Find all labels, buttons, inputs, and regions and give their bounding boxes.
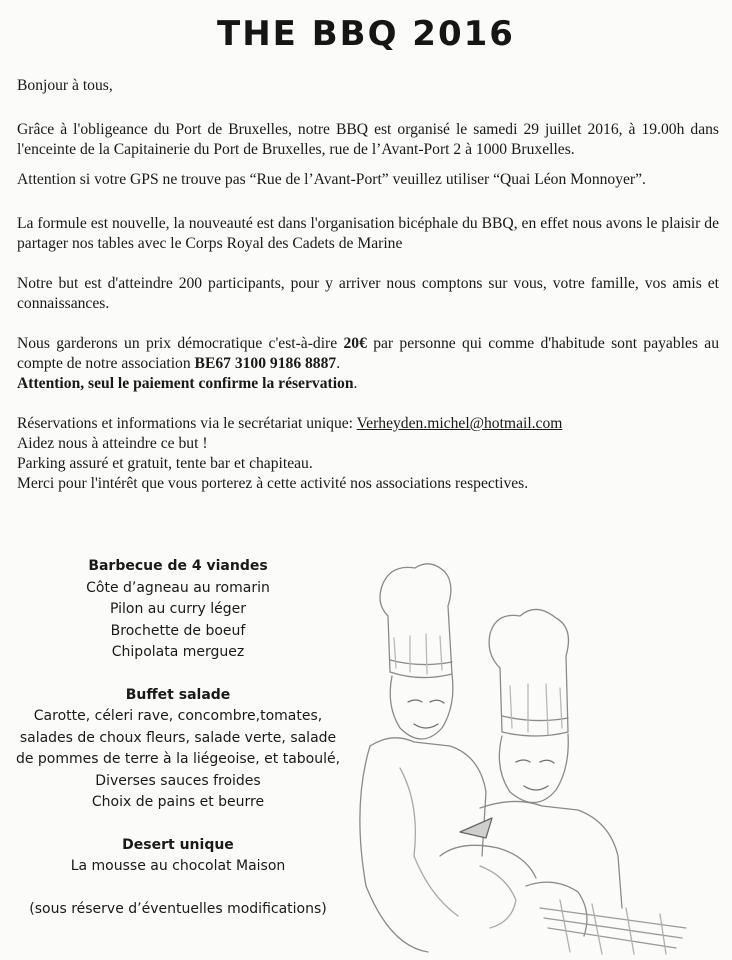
paragraph-formula: La formule est nouvelle, la nouveauté est dans l'organisation bicéphale du BBQ, en effet nous avons le plaisir de partager nos tables avec le Corps Royal des Cadets de Marine [17, 215, 719, 252]
menu-note: (sous réserve d’éventuelles modifications) [29, 900, 327, 917]
reservations-text: Réservations et informations via le secrétariat unique: [17, 415, 357, 432]
paragraph-payment-warning [17, 374, 719, 394]
chefs-sketch [330, 556, 700, 956]
menu-item: Pilon au curry léger [109, 601, 247, 617]
menu-bbq-title: Barbecue de 4 viandes [88, 558, 268, 574]
letter-body [17, 76, 719, 494]
menu-item: Chipolata merguez [111, 644, 245, 660]
line-goal: Aidez nous à atteindre ce but ! [17, 435, 208, 452]
paragraph-participants: Notre but est d'atteindre 200 participants, pour y arriver nous comptons sur vous, votre famille, vos amis et connaissances. [17, 275, 719, 312]
paragraph-event-details: Grâce à l'obligeance du Port de Bruxelles, notre BBQ est organisé le samedi 29 juillet 2016, à 19.00h dans l'enceinte de la Capitainerie du Port de Bruxelles, rue de l’Avant-Port 2 à 1000 Bruxelles. [17, 121, 719, 158]
page-title: THE BBQ 2016 [217, 14, 515, 54]
line-thanks: Merci pour l'intérêt que vous porterez à cette activité nos associations respectives. [17, 475, 529, 492]
menu-item: La mousse au chocolat Maison [70, 858, 286, 874]
line-parking: Parking assuré et gratuit, tente bar et chapiteau. [17, 455, 313, 472]
menu-item: Choix de pains et beurre [91, 794, 265, 810]
menu-item: Côte d’agneau au romarin [86, 579, 270, 596]
payment-warning: Attention, seul le paiement confirme la réservation [17, 375, 354, 392]
menu-item: Diverses sauces froides [95, 772, 261, 789]
bank-account: BE67 3100 9186 8887 [194, 355, 337, 372]
menu-item: Carotte, céleri rave, concombre,tomates, [33, 708, 323, 724]
payment-warning-end: . [353, 375, 358, 392]
email-link[interactable]: Verheyden.michel@hotmail.com [356, 415, 563, 432]
greeting: Bonjour à tous, [17, 77, 113, 94]
price-text-3: . [336, 355, 341, 372]
menu-item: Brochette de boeuf [110, 622, 246, 639]
menu [0, 556, 356, 920]
price-text-1: Nous garderons un prix démocratique c'est-à-dire [17, 335, 344, 352]
menu-salad-title: Buffet salade [125, 686, 231, 703]
paragraph-price [17, 334, 719, 374]
price-amount: 20€ [343, 335, 367, 352]
menu-dessert-title: Desert unique [122, 836, 234, 853]
menu-item: de pommes de terre à la liégeoise, et taboulé, [15, 751, 341, 767]
price-text-2: par personne qui comme d'habitude sont payables au compte de notre association [17, 335, 719, 372]
menu-item: salades de choux fleurs, salade verte, salade [19, 729, 337, 746]
paragraph-gps-note: Attention si votre GPS ne trouve pas “Rue de l’Avant-Port” veuillez utiliser “Quai Léon Monnoyer”. [17, 171, 646, 188]
paragraph-reservations [17, 414, 719, 434]
